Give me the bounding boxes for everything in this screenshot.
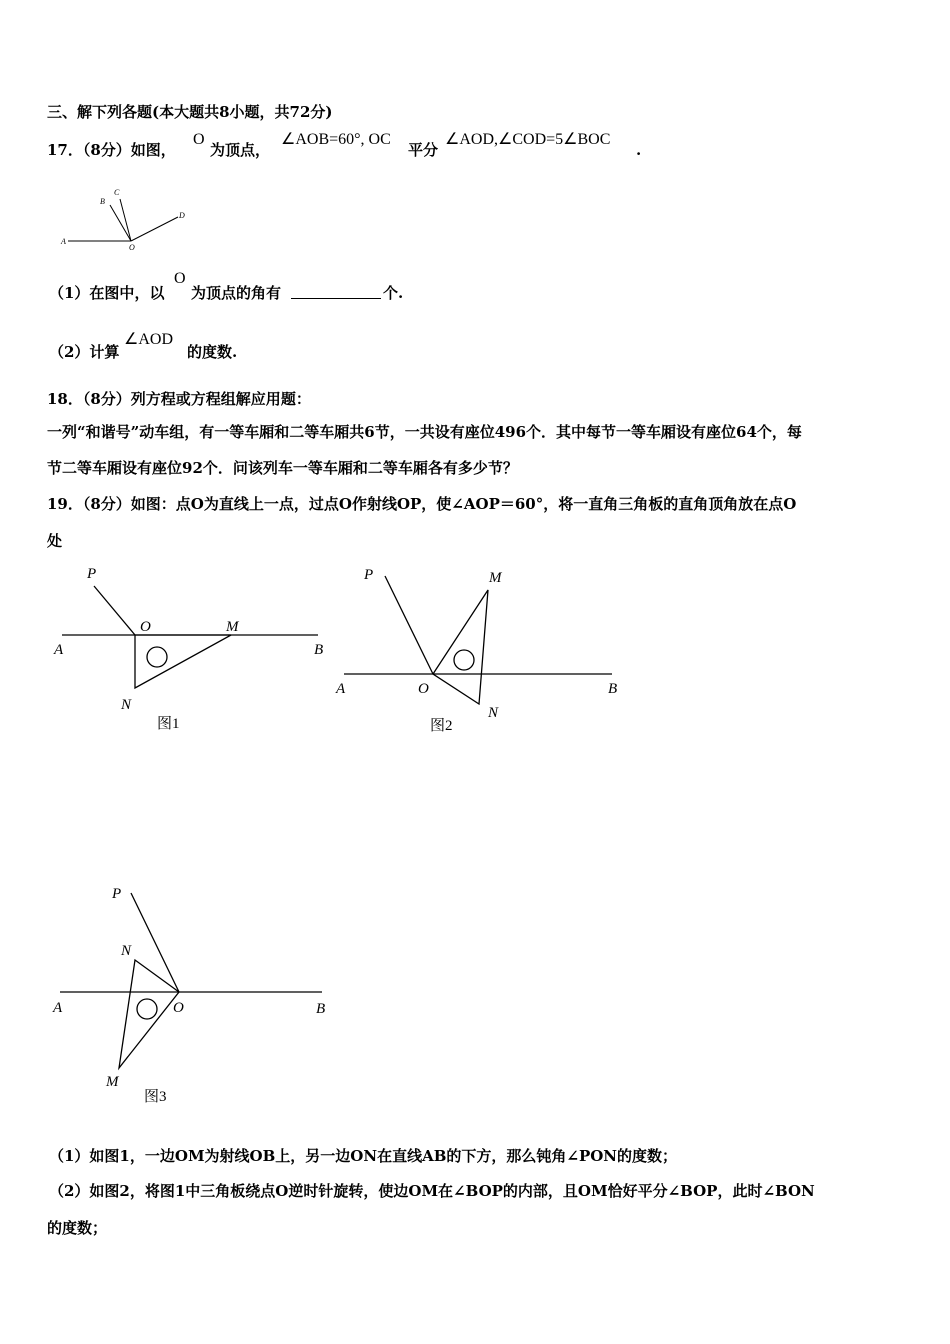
q17-sub1-end: 个. (383, 284, 404, 302)
q18-line2: 节二等车厢设有座位92个．问该列车一等车厢和二等车厢各有多少节？ (47, 459, 518, 477)
fig1-label-a: A (54, 642, 64, 658)
q17-sub1-o: O (174, 270, 186, 287)
q19-sub2-line2: 的度数； (47, 1219, 108, 1237)
q17-sub2-math: ∠AOD (124, 331, 174, 348)
fig2-label-n: N (488, 705, 499, 721)
q17-sub1-prefix: （1）在图中，以 (49, 284, 165, 302)
q17-sub1-blank (291, 284, 381, 303)
fig1-label-n: N (121, 697, 132, 713)
fig3-label-o: O (173, 1000, 184, 1016)
q19-sub2-line1: （2）如图2，将图1中三角板绕点O逆时针旋转，使边OM在∠BOP的内部，且OM恰好平分∠BOP，此时∠BON (49, 1182, 815, 1200)
q18-line1: 一列“和谐号”动车组，有一等车厢和二等车厢共6节，一共设有座位496个．其中每节一等车厢设有座位64个，每 (47, 423, 802, 441)
fig2-label-a: A (336, 681, 346, 697)
q19-sub1: （1）如图1，一边OM为射线OB上，另一边ON在直线AB的下方，那么钝角∠PON的度数； (49, 1147, 678, 1165)
fig2-label-b: B (608, 681, 618, 697)
fig2-label-p: P (364, 567, 374, 583)
q17-o-symbol: O (193, 131, 205, 148)
q17-label-d: D (179, 211, 185, 220)
fig3-label-b: B (316, 1001, 326, 1017)
fig1-label-b: B (314, 642, 324, 658)
fig1-caption: 图1 (157, 716, 180, 732)
fig3-label-a: A (53, 1000, 63, 1016)
q17-math1: ∠AOB=60°, OC (281, 131, 391, 148)
fig2-caption: 图2 (430, 718, 453, 734)
q19-fig2 (344, 576, 612, 704)
fig2-label-m: M (489, 570, 502, 586)
fig2-label-o: O (418, 681, 429, 697)
q17-sub1-text: 为顶点的角有 (191, 284, 282, 302)
q17-label-b: B (100, 197, 105, 206)
q19-fig3 (60, 893, 322, 1068)
section-title: 三、解下列各题(本大题共8小题，共72分) (47, 103, 333, 121)
fig1-label-p: P (87, 566, 97, 582)
q17-text2: 平分 (408, 141, 439, 159)
q17-sub2-text: 的度数. (187, 343, 238, 361)
fig1-label-o: O (140, 619, 151, 635)
q17-sub2-prefix: （2）计算 (49, 343, 120, 361)
q17-end: . (636, 141, 642, 159)
q17-label-c: C (114, 188, 120, 197)
q17-math2: ∠AOD,∠COD=5∠BOC (445, 131, 611, 148)
fig3-caption: 图3 (144, 1089, 167, 1105)
fig3-label-p: P (112, 886, 122, 902)
fig1-label-m: M (226, 619, 239, 635)
q18-title: 18．（8分）列方程或方程组解应用题： (47, 390, 311, 408)
fig3-label-n: N (121, 943, 132, 959)
q17-label-a: A (61, 237, 66, 246)
q19-line1: 19．（8分）如图：点O为直线上一点，过点O作射线OP，使∠AOP＝60°，将一直角三角板的直角顶角放在点O (47, 495, 797, 513)
q19-line2: 处 (47, 532, 63, 550)
q17-label-o: O (129, 243, 135, 252)
q17-prefix: 17．（8分）如图， (47, 141, 176, 159)
fig3-label-m: M (106, 1074, 119, 1090)
q19-fig1 (62, 586, 318, 688)
q17-text1: 为顶点， (210, 141, 271, 159)
q17-rays (68, 199, 178, 241)
